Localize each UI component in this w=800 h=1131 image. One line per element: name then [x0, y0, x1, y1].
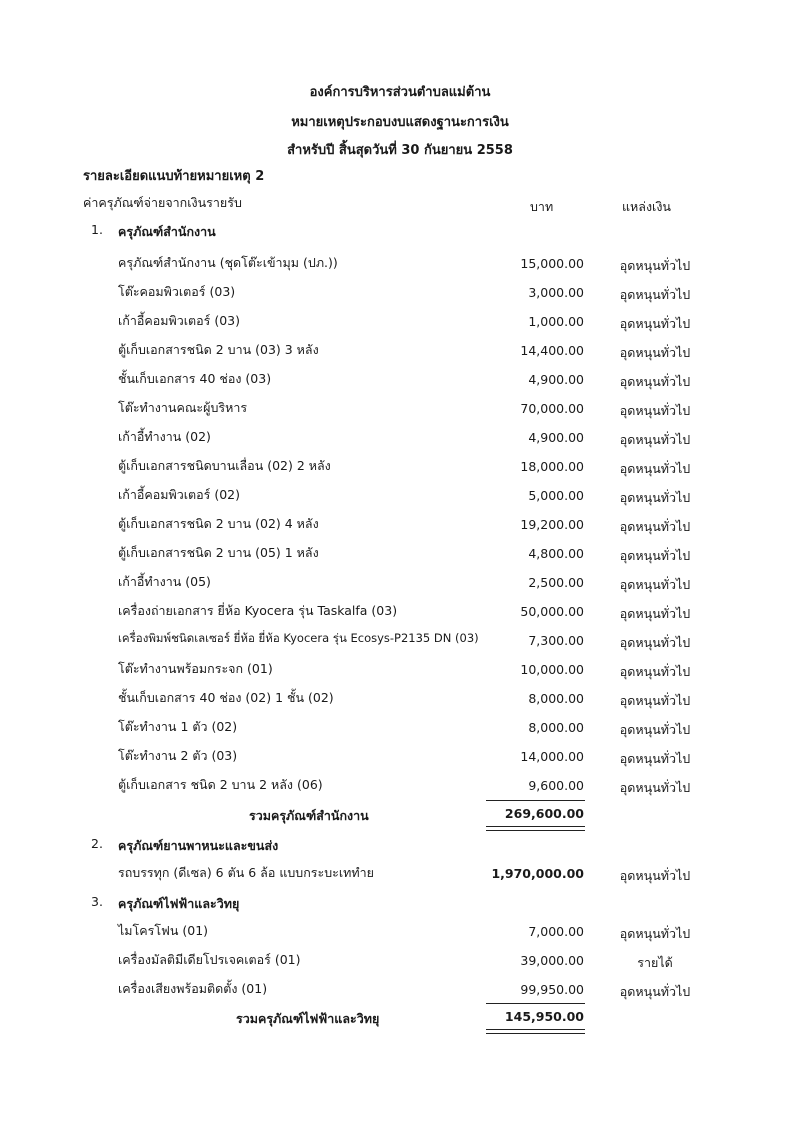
item-amount: 4,900.00 — [528, 430, 584, 445]
item-name: เครื่องมัลติมีเดียโปรเจคเตอร์ (01) — [118, 952, 301, 967]
item-amount: 4,800.00 — [528, 546, 584, 561]
item-amount: 1,000.00 — [528, 314, 584, 329]
item-name: โต๊ะทำงานพร้อมกระจก (01) — [118, 661, 273, 676]
item-source: อุดหนุนทั่วไป — [619, 635, 691, 650]
item-amount: 5,000.00 — [528, 488, 584, 503]
subtotal-rule — [486, 800, 585, 801]
total-label: รวมครุภัณฑ์ไฟฟ้าและวิทยุ — [236, 1011, 380, 1026]
item-name: เครื่องเสียงพร้อมติดตั้ง (01) — [118, 981, 268, 996]
item-name: เก้าอี้คอมพิวเตอร์ (03) — [118, 313, 240, 328]
item-amount: 99,950.00 — [520, 982, 584, 997]
item-amount: 7,000.00 — [528, 924, 584, 939]
item-name: โต๊ะทำงานคณะผู้บริหาร — [118, 400, 248, 415]
item-name: ตู้เก็บเอกสาร ชนิด 2 บาน 2 หลัง (06) — [118, 777, 323, 792]
item-name: เก้าอี้ทำงาน (05) — [118, 574, 211, 589]
item-source: อุดหนุนทั่วไป — [619, 287, 691, 302]
group-title: ครุภัณฑ์ไฟฟ้าและวิทยุ — [118, 896, 240, 911]
group-number: 3. — [91, 894, 103, 909]
source-column-header: แหล่งเงิน — [622, 199, 671, 214]
group-title: ครุภัณฑ์ยานพาหนะและขนส่ง — [118, 838, 279, 853]
group-number: 2. — [91, 836, 103, 851]
item-name: ตู้เก็บเอกสารชนิด 2 บาน (05) 1 หลัง — [118, 545, 319, 560]
detail-title: รายละเอียดแนบท้ายหมายเหตุ 2 — [83, 169, 265, 184]
item-name: ชั้นเก็บเอกสาร 40 ช่อง (03) — [118, 371, 272, 386]
total-double-rule — [486, 826, 585, 831]
item-name: ชั้นเก็บเอกสาร 40 ช่อง (02) 1 ชั้น (02) — [118, 690, 334, 705]
item-source: อุดหนุนทั่วไป — [619, 868, 691, 883]
subtotal-rule — [486, 1003, 585, 1004]
section-title: ค่าครุภัณฑ์จ่ายจากเงินรายรับ — [83, 195, 242, 210]
item-source: อุดหนุนทั่วไป — [619, 345, 691, 360]
item-amount: 14,400.00 — [520, 343, 584, 358]
item-source: อุดหนุนทั่วไป — [619, 490, 691, 505]
item-amount: 7,300.00 — [528, 633, 584, 648]
item-source: อุดหนุนทั่วไป — [619, 432, 691, 447]
group-title: ครุภัณฑ์สำนักงาน — [118, 224, 216, 239]
item-amount: 10,000.00 — [520, 662, 584, 677]
item-amount: 15,000.00 — [520, 256, 584, 271]
item-amount: 4,900.00 — [528, 372, 584, 387]
item-name: โต๊ะทำงาน 2 ตัว (03) — [118, 748, 238, 763]
item-source: อุดหนุนทั่วไป — [619, 577, 691, 592]
item-source: อุดหนุนทั่วไป — [619, 693, 691, 708]
item-source: อุดหนุนทั่วไป — [619, 519, 691, 534]
total-amount: 145,950.00 — [504, 1009, 584, 1024]
item-name: ไมโครโฟน (01) — [118, 923, 209, 938]
item-name: ตู้เก็บเอกสารชนิด 2 บาน (03) 3 หลัง — [118, 342, 319, 357]
item-name: เก้าอี้คอมพิวเตอร์ (02) — [118, 487, 240, 502]
item-source: อุดหนุนทั่วไป — [619, 403, 691, 418]
item-name: โต๊ะทำงาน 1 ตัว (02) — [118, 719, 238, 734]
item-name: ตู้เก็บเอกสารชนิดบานเลื่อน (02) 2 หลัง — [118, 458, 331, 473]
item-name: เครื่องถ่ายเอกสาร ยี่ห้อ Kyocera รุ่น Taskalfa (03) — [118, 603, 398, 618]
item-amount: 9,600.00 — [528, 778, 584, 793]
item-source: อุดหนุนทั่วไป — [619, 606, 691, 621]
item-source: รายได้ — [637, 955, 673, 970]
item-source: อุดหนุนทั่วไป — [619, 780, 691, 795]
item-amount: 8,000.00 — [528, 720, 584, 735]
total-label: รวมครุภัณฑ์สำนักงาน — [249, 808, 369, 823]
document-title: หมายเหตุประกอบงบแสดงฐานะการเงิน — [291, 115, 509, 130]
item-amount: 8,000.00 — [528, 691, 584, 706]
item-amount: 19,200.00 — [520, 517, 584, 532]
item-amount: 14,000.00 — [520, 749, 584, 764]
item-source: อุดหนุนทั่วไป — [619, 374, 691, 389]
item-source: อุดหนุนทั่วไป — [619, 722, 691, 737]
item-amount: 39,000.00 — [520, 953, 584, 968]
item-source: อุดหนุนทั่วไป — [619, 664, 691, 679]
item-source: อุดหนุนทั่วไป — [619, 926, 691, 941]
group-number: 1. — [91, 222, 103, 237]
item-source: อุดหนุนทั่วไป — [619, 258, 691, 273]
item-name: เครื่องพิมพ์ชนิดเลเซอร์ ยี่ห้อ ยี่ห้อ Kyocera รุ่น Ecosys-P2135 DN (03) — [118, 631, 479, 645]
item-amount: 3,000.00 — [528, 285, 584, 300]
organization-name: องค์การบริหารส่วนตำบลแม่ต้าน — [309, 85, 491, 100]
amount-column-header: บาท — [530, 199, 554, 214]
item-amount: 70,000.00 — [520, 401, 584, 416]
period-line: สำหรับปี สิ้นสุดวันที่ 30 กันยายน 2558 — [287, 143, 513, 158]
item-source: อุดหนุนทั่วไป — [619, 316, 691, 331]
item-amount: 1,970,000.00 — [491, 866, 584, 881]
total-amount: 269,600.00 — [504, 806, 584, 821]
item-amount: 50,000.00 — [520, 604, 584, 619]
item-name: เก้าอี้ทำงาน (02) — [118, 429, 211, 444]
item-name: ตู้เก็บเอกสารชนิด 2 บาน (02) 4 หลัง — [118, 516, 319, 531]
item-source: อุดหนุนทั่วไป — [619, 751, 691, 766]
item-amount: 18,000.00 — [520, 459, 584, 474]
item-source: อุดหนุนทั่วไป — [619, 548, 691, 563]
item-name: ครุภัณฑ์สำนักงาน (ชุดโต๊ะเข้ามุม (ปภ.)) — [118, 255, 338, 270]
item-name: รถบรรทุก (ดีเซล) 6 ตัน 6 ล้อ แบบกระบะเททำย — [118, 865, 374, 880]
item-amount: 2,500.00 — [528, 575, 584, 590]
item-name: โต๊ะคอมพิวเตอร์ (03) — [118, 284, 236, 299]
item-source: อุดหนุนทั่วไป — [619, 984, 691, 999]
total-double-rule — [486, 1029, 585, 1034]
item-source: อุดหนุนทั่วไป — [619, 461, 691, 476]
